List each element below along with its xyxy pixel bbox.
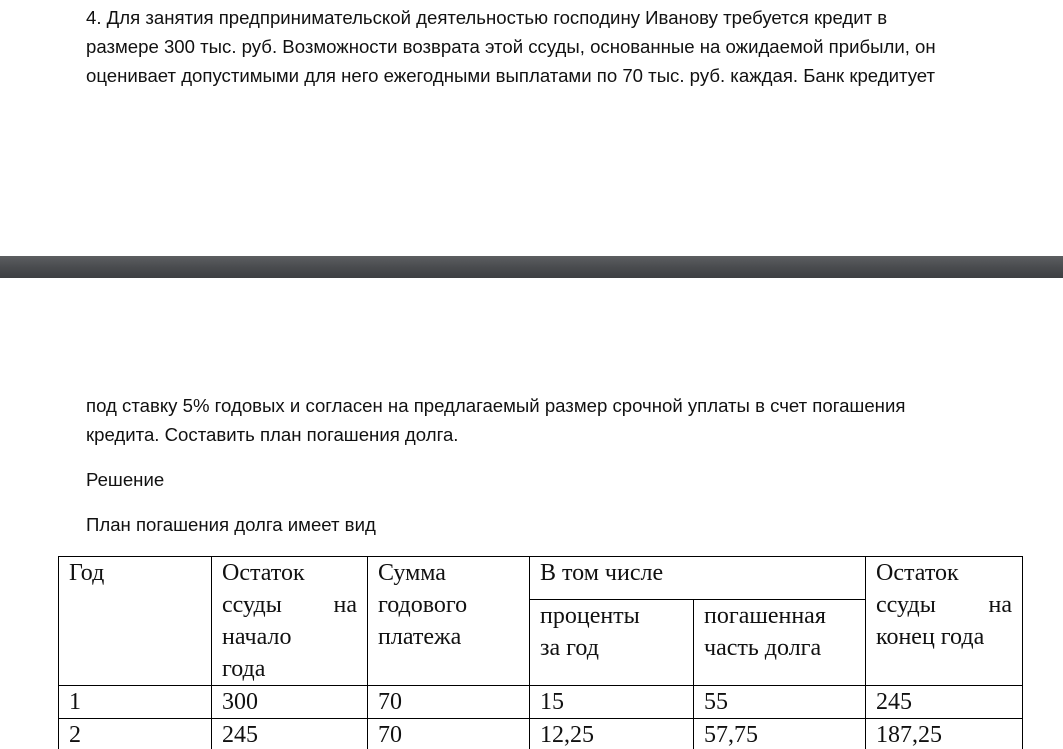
header-line: начало bbox=[222, 624, 292, 650]
header-principal bbox=[694, 600, 866, 686]
cell-interest: 12,25 bbox=[530, 719, 694, 749]
problem-statement bbox=[86, 3, 936, 90]
header-including-label: В том числе bbox=[540, 560, 664, 586]
solution-heading: Решение bbox=[86, 469, 165, 490]
cell-payment: 70 bbox=[368, 719, 530, 749]
header-line: часть долга bbox=[704, 635, 822, 662]
header-annual-payment bbox=[368, 557, 530, 686]
problem-line: размере 300 тыс. руб. Возможности возврата этой ссуды, основанные на ожидаемой прибыли, он bbox=[86, 36, 936, 57]
cell-interest: 15 bbox=[530, 686, 694, 719]
cell-payment: 70 bbox=[368, 686, 530, 719]
table-row bbox=[59, 686, 1023, 719]
problem-continuation bbox=[86, 391, 905, 449]
header-line: годового bbox=[378, 592, 468, 618]
cell-year: 2 bbox=[59, 719, 212, 749]
header-balance-end bbox=[866, 557, 1023, 686]
header-line: ссуды на bbox=[222, 592, 357, 618]
cell-principal: 57,75 bbox=[694, 719, 866, 749]
header-line: Остаток bbox=[876, 560, 959, 586]
header-year bbox=[59, 557, 212, 686]
cell-balance-end: 245 bbox=[866, 686, 1023, 719]
header-line: за год bbox=[540, 635, 599, 662]
problem-line: оценивает допустимыми для него ежегодными выплатами по 70 тыс. руб. каждая. Банк кредитует bbox=[86, 65, 936, 86]
header-year-label: Год bbox=[69, 560, 105, 586]
continuation-line: под ставку 5% годовых и согласен на предлагаемый размер срочной уплаты в счет погашения bbox=[86, 395, 906, 416]
header-line: Сумма bbox=[378, 560, 446, 586]
cell-balance-start: 300 bbox=[212, 686, 368, 719]
header-line: платежа bbox=[378, 624, 462, 650]
plan-intro: План погашения долга имеет вид bbox=[86, 514, 376, 535]
header-line: Остаток bbox=[222, 560, 305, 586]
header-including bbox=[530, 557, 866, 600]
header-balance-start bbox=[212, 557, 368, 686]
header-line: ссуды на bbox=[876, 592, 1013, 618]
cell-balance-start: 245 bbox=[212, 719, 368, 749]
repayment-plan-table bbox=[58, 556, 1023, 749]
problem-line: 4. Для занятия предпринимательской деятельностью господину Иванову требуется кредит в bbox=[86, 7, 888, 28]
cell-principal: 55 bbox=[694, 686, 866, 719]
header-line: проценты bbox=[540, 603, 640, 630]
cell-balance-end: 187,25 bbox=[866, 719, 1023, 749]
header-line: конец года bbox=[876, 624, 985, 650]
cell-year: 1 bbox=[59, 686, 212, 719]
page-separator bbox=[0, 256, 1063, 278]
header-interest bbox=[530, 600, 694, 686]
header-line: погашенная bbox=[704, 603, 826, 630]
continuation-line: кредита. Составить план погашения долга. bbox=[86, 424, 459, 445]
table-header-row bbox=[59, 557, 1023, 600]
table-row bbox=[59, 719, 1023, 749]
header-line: года bbox=[222, 656, 266, 682]
